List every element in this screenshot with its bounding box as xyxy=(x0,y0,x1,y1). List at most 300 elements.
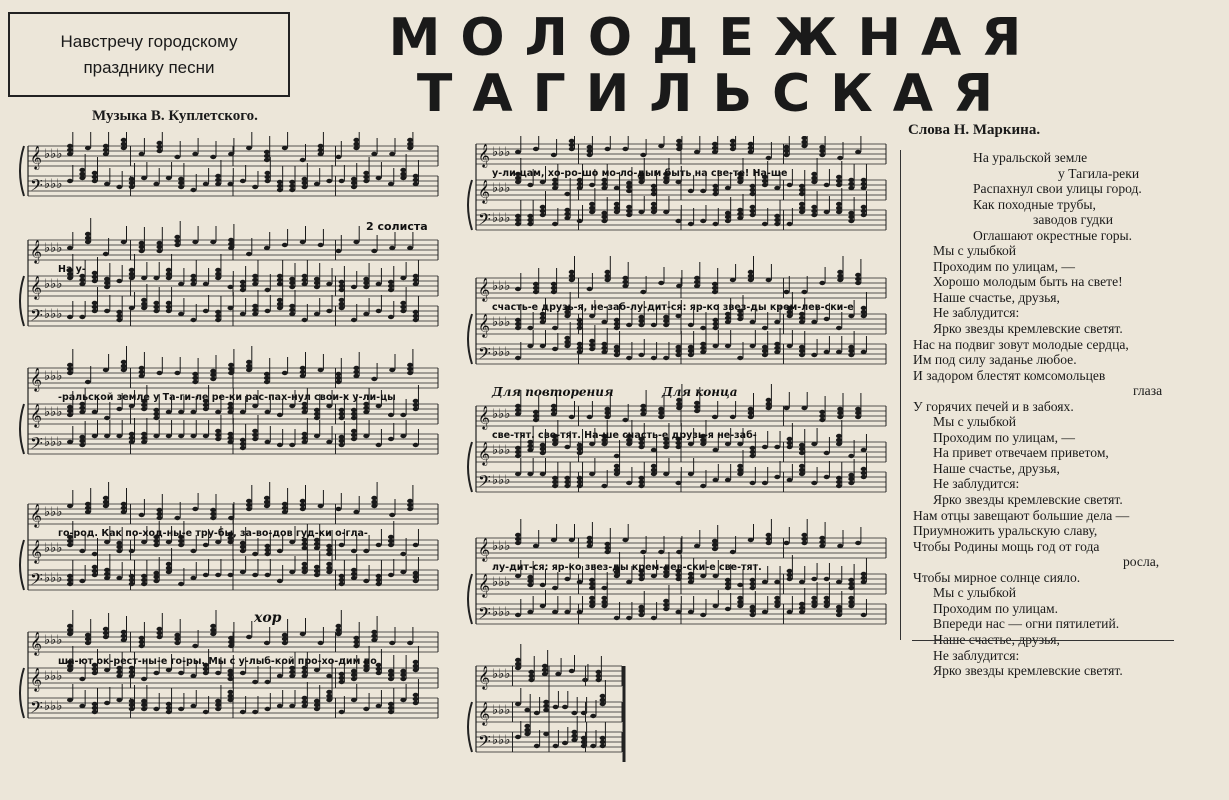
notehead xyxy=(264,504,270,508)
lyric-line: И задором блестят комсомольцев xyxy=(913,367,1106,383)
notehead xyxy=(210,508,216,512)
notehead xyxy=(277,298,283,302)
notehead xyxy=(178,185,184,189)
lyric-line: Мы с улыбкой xyxy=(933,585,1017,601)
notehead xyxy=(363,410,369,414)
notehead xyxy=(651,188,657,192)
notehead xyxy=(766,541,772,545)
notehead xyxy=(762,353,768,357)
notehead xyxy=(589,586,595,590)
notehead xyxy=(819,153,825,157)
notehead xyxy=(141,707,147,711)
notehead xyxy=(339,676,345,680)
key-signature: ♭♭♭ xyxy=(44,505,63,520)
notehead xyxy=(663,445,669,449)
notehead xyxy=(848,178,854,182)
notehead xyxy=(700,484,706,488)
notehead xyxy=(811,600,817,604)
notehead xyxy=(141,699,147,703)
notehead xyxy=(725,186,731,190)
key-signature: ♭♭♭ xyxy=(492,407,511,422)
notehead xyxy=(725,215,731,219)
notehead xyxy=(811,209,817,213)
notehead xyxy=(363,579,369,583)
notehead xyxy=(302,674,308,678)
notehead xyxy=(376,282,382,286)
notehead xyxy=(748,274,754,278)
notehead xyxy=(252,429,258,433)
notehead xyxy=(600,740,606,744)
notehead xyxy=(157,635,163,639)
piano-brace xyxy=(468,702,472,752)
notehead xyxy=(528,678,534,682)
notehead xyxy=(730,415,736,419)
notehead xyxy=(737,313,743,317)
notehead xyxy=(700,219,706,223)
notehead xyxy=(139,513,145,517)
notehead xyxy=(174,243,180,247)
treble-clef: 𝄞 xyxy=(478,701,490,725)
notehead xyxy=(638,210,644,214)
notehead xyxy=(527,448,533,452)
lyric-line: Не заблудится: xyxy=(933,305,1020,321)
key-signature: ♭♭♭ xyxy=(44,699,63,714)
notehead xyxy=(92,706,98,710)
notehead xyxy=(252,573,258,577)
notehead xyxy=(174,155,180,159)
notehead xyxy=(413,310,419,314)
notehead xyxy=(811,353,817,357)
notehead xyxy=(848,314,854,318)
notehead xyxy=(614,454,620,458)
notehead xyxy=(725,478,731,482)
notehead xyxy=(601,600,607,604)
notehead xyxy=(600,694,606,698)
notehead xyxy=(626,616,632,620)
notehead xyxy=(713,344,719,348)
notehead xyxy=(353,374,359,378)
notehead xyxy=(104,568,110,572)
notehead xyxy=(811,213,817,217)
notehead xyxy=(713,574,719,578)
notehead xyxy=(799,472,805,476)
notehead xyxy=(153,276,159,280)
notehead xyxy=(336,507,342,511)
notehead xyxy=(116,545,122,549)
notehead xyxy=(748,407,754,411)
notehead xyxy=(848,604,854,608)
notehead xyxy=(848,211,854,215)
notehead xyxy=(540,180,546,184)
notehead xyxy=(774,445,780,449)
key-signature: ♭♭♭ xyxy=(44,571,63,586)
notehead xyxy=(139,640,145,644)
notehead xyxy=(139,245,145,249)
notehead xyxy=(712,543,718,547)
notehead xyxy=(725,320,731,324)
notehead xyxy=(363,707,369,711)
notehead xyxy=(153,412,159,416)
piano-brace xyxy=(20,668,24,718)
notehead xyxy=(527,218,533,222)
notehead xyxy=(129,582,135,586)
notehead xyxy=(246,360,252,364)
notehead xyxy=(318,148,324,152)
notehead xyxy=(300,158,306,162)
notehead xyxy=(848,582,854,586)
piano-brace xyxy=(468,180,472,230)
notehead xyxy=(363,668,369,672)
notehead xyxy=(622,280,628,284)
notehead xyxy=(638,609,644,613)
notehead xyxy=(551,286,557,290)
notehead xyxy=(413,543,419,547)
notehead xyxy=(166,540,172,544)
notehead xyxy=(129,404,135,408)
lyric-line: Наше счастье, друзья, xyxy=(933,460,1060,476)
notehead xyxy=(413,701,419,705)
notehead xyxy=(85,633,91,637)
notehead xyxy=(837,407,843,411)
notehead xyxy=(651,472,657,476)
notehead xyxy=(203,182,209,186)
notehead xyxy=(129,707,135,711)
notehead xyxy=(215,437,221,441)
notehead xyxy=(748,538,754,542)
score-right xyxy=(462,136,892,788)
notehead xyxy=(85,236,91,240)
notehead xyxy=(533,418,539,422)
notehead xyxy=(737,216,743,220)
notehead xyxy=(569,143,575,147)
notehead xyxy=(400,669,406,673)
notehead xyxy=(92,569,98,573)
notehead xyxy=(626,181,632,185)
notehead xyxy=(363,406,369,410)
notehead xyxy=(824,475,830,479)
notehead xyxy=(562,741,568,745)
notehead xyxy=(314,182,320,186)
notehead xyxy=(240,541,246,545)
notehead xyxy=(569,538,575,542)
lyric-line: глаза xyxy=(1133,383,1163,399)
notehead xyxy=(92,275,98,279)
notehead xyxy=(855,277,861,281)
notehead xyxy=(737,468,743,472)
notehead xyxy=(67,413,73,417)
notehead xyxy=(79,176,85,180)
notehead xyxy=(622,284,628,288)
notehead xyxy=(413,664,419,668)
event-box xyxy=(8,12,290,97)
notehead xyxy=(174,637,180,641)
notehead xyxy=(376,309,382,313)
notehead xyxy=(836,442,842,446)
notehead xyxy=(811,577,817,581)
notehead xyxy=(339,280,345,284)
notehead xyxy=(153,543,159,547)
notehead xyxy=(300,507,306,511)
notehead xyxy=(694,544,700,548)
notehead xyxy=(389,641,395,645)
notehead xyxy=(651,192,657,196)
notehead xyxy=(129,578,135,582)
notehead xyxy=(601,442,607,446)
notehead xyxy=(750,209,756,213)
notehead xyxy=(638,577,644,581)
notehead xyxy=(861,314,867,318)
notehead xyxy=(246,252,252,256)
notehead xyxy=(252,274,258,278)
notehead xyxy=(141,407,147,411)
notehead xyxy=(564,208,570,212)
notehead xyxy=(302,318,308,322)
notehead xyxy=(388,315,394,319)
notehead xyxy=(542,668,548,672)
notehead xyxy=(104,668,110,672)
notehead xyxy=(79,410,85,414)
notehead xyxy=(638,441,644,445)
notehead xyxy=(836,202,842,206)
notehead xyxy=(766,156,772,160)
notehead xyxy=(737,317,743,321)
notehead xyxy=(799,349,805,353)
notehead xyxy=(750,586,756,590)
notehead xyxy=(376,671,382,675)
notehead xyxy=(638,573,644,577)
notehead xyxy=(153,671,159,675)
notehead xyxy=(141,677,147,681)
notehead xyxy=(353,146,359,150)
notehead xyxy=(587,149,593,153)
notehead xyxy=(836,434,842,438)
treble-clef: 𝄞 xyxy=(30,539,42,563)
notehead xyxy=(540,472,546,476)
notehead xyxy=(282,506,288,510)
notehead xyxy=(277,274,283,278)
notehead xyxy=(787,478,793,482)
notehead xyxy=(552,326,558,330)
notehead xyxy=(762,349,768,353)
notehead xyxy=(784,153,790,157)
notehead xyxy=(79,443,85,447)
notehead xyxy=(552,222,558,226)
notehead xyxy=(326,179,332,183)
notehead xyxy=(577,182,583,186)
notehead xyxy=(215,318,221,322)
notehead xyxy=(363,277,369,281)
notehead xyxy=(638,323,644,327)
notehead xyxy=(515,322,521,326)
treble-clef: 𝄞 xyxy=(30,145,42,169)
notehead xyxy=(203,434,209,438)
notehead xyxy=(210,516,216,520)
notehead xyxy=(353,640,359,644)
notehead xyxy=(413,575,419,579)
notehead xyxy=(614,574,620,578)
notehead xyxy=(725,586,731,590)
notehead xyxy=(774,218,780,222)
notehead xyxy=(750,578,756,582)
notehead xyxy=(848,186,854,190)
notehead xyxy=(694,276,700,280)
notehead xyxy=(116,541,122,545)
notehead xyxy=(67,574,73,578)
notehead xyxy=(314,312,320,316)
notehead xyxy=(651,202,657,206)
key-signature: ♭♭♭ xyxy=(44,633,63,648)
notehead xyxy=(651,323,657,327)
notehead xyxy=(651,206,657,210)
treble-clef: 𝄞 xyxy=(30,239,42,263)
lyric-line: На привет отвечаем приветом, xyxy=(933,445,1109,461)
notehead xyxy=(103,368,109,372)
notehead xyxy=(855,541,861,545)
notehead xyxy=(713,192,719,196)
notehead xyxy=(626,209,632,213)
notehead xyxy=(848,578,854,582)
notehead xyxy=(277,282,283,286)
notehead xyxy=(824,596,830,600)
notehead xyxy=(166,570,172,574)
notehead xyxy=(351,549,357,553)
notehead xyxy=(515,180,521,184)
notehead xyxy=(640,290,646,294)
lyric-line: Распахнул свои улицы город. xyxy=(973,181,1142,197)
notehead xyxy=(596,678,602,682)
notehead xyxy=(400,168,406,172)
notehead xyxy=(264,500,270,504)
notehead xyxy=(389,368,395,372)
notehead xyxy=(600,702,606,706)
notehead xyxy=(190,549,196,553)
key-signature: ♭♭♭ xyxy=(492,345,511,360)
notehead xyxy=(157,371,163,375)
notehead xyxy=(351,318,357,322)
notehead xyxy=(626,213,632,217)
notehead xyxy=(577,476,583,480)
key-signature: ♭♭♭ xyxy=(492,443,511,458)
notehead xyxy=(302,410,308,414)
notehead xyxy=(277,674,283,678)
notehead xyxy=(252,433,258,437)
notehead xyxy=(190,704,196,708)
notehead xyxy=(861,475,867,479)
notehead xyxy=(103,631,109,635)
notehead xyxy=(569,278,575,282)
notehead xyxy=(252,437,258,441)
notehead xyxy=(774,604,780,608)
notehead xyxy=(811,180,817,184)
notehead xyxy=(622,147,628,151)
notehead xyxy=(92,271,98,275)
notehead xyxy=(569,415,575,419)
key-signature: ♭♭♭ xyxy=(492,667,511,682)
notehead xyxy=(737,442,743,446)
notehead xyxy=(371,634,377,638)
notehead xyxy=(784,406,790,410)
notehead xyxy=(104,434,110,438)
notehead xyxy=(725,578,731,582)
notehead xyxy=(314,707,320,711)
notehead xyxy=(363,434,369,438)
notehead xyxy=(540,316,546,320)
notehead xyxy=(750,605,756,609)
notehead xyxy=(289,188,295,192)
notehead xyxy=(533,414,539,418)
notehead xyxy=(555,672,561,676)
notehead xyxy=(336,376,342,380)
notehead xyxy=(855,150,861,154)
notehead xyxy=(153,416,159,420)
notehead xyxy=(600,698,606,702)
notehead xyxy=(614,322,620,326)
notehead xyxy=(129,185,135,189)
notehead xyxy=(712,146,718,150)
notehead xyxy=(92,171,98,175)
notehead xyxy=(589,582,595,586)
notehead xyxy=(178,707,184,711)
notehead xyxy=(252,710,258,714)
notehead xyxy=(799,443,805,447)
notehead xyxy=(314,542,320,546)
notehead xyxy=(174,633,180,637)
notehead xyxy=(605,270,611,274)
notehead xyxy=(215,410,221,414)
notehead xyxy=(596,674,602,678)
notehead xyxy=(587,540,593,544)
notehead xyxy=(848,345,854,349)
notehead xyxy=(836,350,842,354)
notehead xyxy=(601,604,607,608)
notehead xyxy=(326,562,332,566)
notehead xyxy=(861,178,867,182)
notehead xyxy=(784,149,790,153)
notehead xyxy=(640,550,646,554)
notehead xyxy=(353,370,359,374)
notehead xyxy=(601,596,607,600)
notehead xyxy=(819,149,825,153)
notehead xyxy=(651,616,657,620)
lyric-line: Проходим по улицам, — xyxy=(933,429,1075,445)
notehead xyxy=(215,268,221,272)
lyric-line: Приумножить уральскую славу, xyxy=(913,523,1098,539)
notehead xyxy=(737,583,743,587)
notehead xyxy=(762,610,768,614)
notehead xyxy=(515,287,521,291)
notehead xyxy=(750,481,756,485)
notehead xyxy=(543,700,549,704)
notehead xyxy=(663,210,669,214)
notehead xyxy=(192,372,198,376)
notehead xyxy=(527,583,533,587)
notehead xyxy=(712,539,718,543)
notehead xyxy=(67,179,73,183)
notehead xyxy=(351,572,357,576)
notehead xyxy=(326,570,332,574)
repeat-marking: Для повторения xyxy=(492,385,614,399)
notehead xyxy=(104,572,110,576)
notehead xyxy=(363,175,369,179)
notehead xyxy=(252,282,258,286)
notehead xyxy=(837,156,843,160)
notehead xyxy=(837,270,843,274)
notehead xyxy=(215,178,221,182)
notehead xyxy=(92,305,98,309)
notehead xyxy=(79,439,85,443)
notehead xyxy=(787,441,793,445)
notehead xyxy=(103,144,109,148)
